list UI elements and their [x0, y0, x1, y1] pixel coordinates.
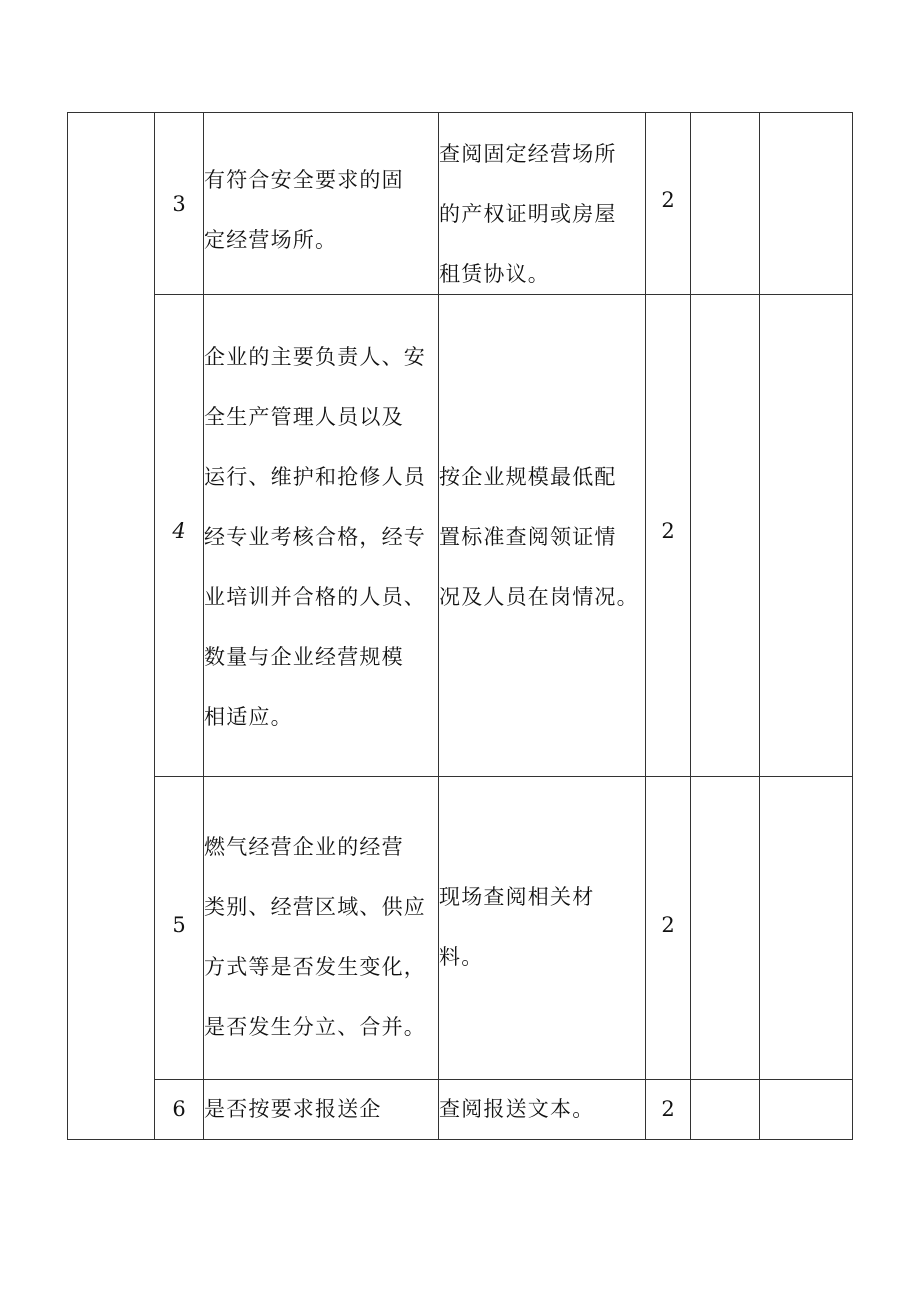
item-number: 6 — [172, 1096, 186, 1121]
score-value: 2 — [661, 1096, 675, 1121]
item-number: 4 — [172, 518, 186, 543]
check-method-text: 查阅固定经营场所 的产权证明或房屋 租赁协议。 — [439, 142, 617, 286]
check-method-text: 现场查阅相关材 料。 — [439, 885, 595, 969]
score-value: 2 — [661, 518, 675, 543]
requirement-text: 燃气经营企业的经营 类别、经营区域、供应 方式等是否发生变化， 是否发生分立、合并。 — [204, 835, 426, 1039]
requirement-text: 是否按要求报送企 — [204, 1096, 382, 1121]
check-method-text: 查阅报送文本。 — [439, 1096, 595, 1121]
column-divider — [759, 112, 760, 1140]
table-border-left — [67, 112, 68, 1140]
requirement-text: 企业的主要负责人、安 全生产管理人员以及 运行、维护和抢修人员 经专业考核合格，经专 业培训并合格的人员、 数量与企业经营规模 相适应。 — [204, 345, 426, 729]
table-border-bottom — [67, 1139, 853, 1140]
inspection-table — [67, 112, 853, 1140]
column-divider — [690, 112, 691, 1140]
score-value: 2 — [661, 913, 675, 937]
item-number: 3 — [172, 191, 186, 216]
table-border-right — [852, 112, 853, 1140]
item-number: 5 — [172, 913, 186, 937]
requirement-text: 有符合安全要求的固 定经营场所。 — [204, 168, 404, 252]
check-method-text: 按企业规模最低配 置标准查阅领证情 况及人员在岗情况。 — [439, 465, 639, 609]
score-value: 2 — [661, 187, 675, 212]
